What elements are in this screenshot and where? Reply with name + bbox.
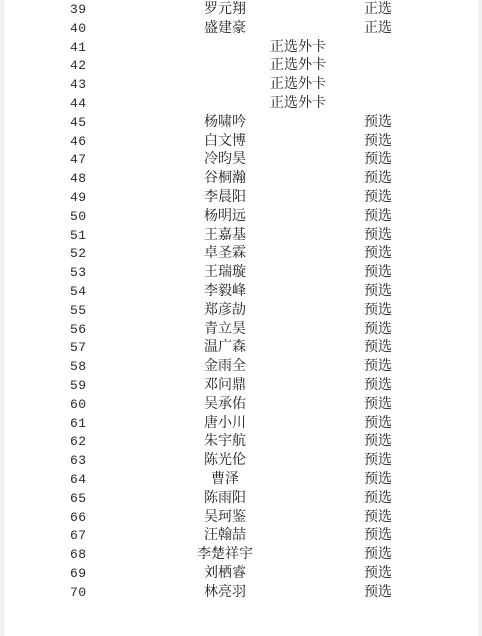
row-number: 60 [70, 396, 87, 412]
row-number: 57 [70, 340, 87, 356]
list-item [4, 377, 478, 396]
list-item [4, 321, 478, 340]
player-name: 卓圣霖 [204, 246, 246, 262]
selection-status: 正选 [364, 20, 392, 36]
player-name: 李毅峰 [204, 284, 246, 299]
row-number: 63 [70, 453, 87, 469]
selection-status: 预选 [364, 152, 392, 168]
player-name: 盛建豪 [204, 20, 246, 36]
list-item [4, 20, 478, 39]
row-number: 68 [70, 547, 87, 563]
selection-status: 预选 [364, 114, 392, 130]
list-item [4, 95, 478, 114]
row-number: 46 [70, 133, 87, 149]
player-name: 唐小川 [204, 415, 246, 431]
row-number: 45 [70, 114, 87, 130]
list-item [4, 76, 478, 95]
selection-status: 预选 [364, 321, 392, 337]
player-name: 王嘉基 [204, 227, 246, 243]
list-item [4, 527, 478, 546]
player-name: 李楚祥宇 [197, 547, 253, 563]
row-number: 48 [70, 171, 87, 187]
row-number: 55 [70, 302, 87, 318]
list-item [4, 189, 478, 208]
selection-status: 预选 [364, 528, 392, 544]
row-number: 54 [70, 284, 87, 299]
list-item [4, 302, 478, 321]
row-number: 64 [70, 472, 87, 487]
selection-status: 预选 [364, 584, 392, 600]
list-item [4, 509, 478, 528]
selection-status: 预选 [364, 490, 392, 506]
list-item [4, 546, 478, 565]
row-number: 43 [70, 77, 87, 93]
list-item [4, 39, 478, 58]
wildcard-label: 正选外卡 [270, 96, 326, 111]
row-number: 42 [70, 58, 87, 74]
selection-status: 预选 [364, 133, 392, 149]
selection-status: 预选 [364, 359, 392, 375]
player-name: 杨明远 [204, 208, 246, 224]
row-number: 50 [70, 208, 87, 224]
row-number: 49 [70, 190, 87, 205]
list-item [4, 283, 478, 302]
list-item [4, 471, 478, 490]
player-name: 朱宇航 [204, 434, 246, 450]
selection-status: 预选 [364, 396, 392, 412]
list-item [4, 415, 478, 434]
selection-status: 预选 [364, 265, 392, 281]
player-name: 杨啸吟 [204, 114, 246, 130]
selection-status: 预选 [364, 509, 392, 525]
player-name: 陈光伦 [204, 453, 246, 469]
list-item [4, 151, 478, 170]
row-number: 47 [70, 152, 87, 168]
row-number: 70 [70, 584, 87, 600]
player-name: 汪翰喆 [204, 528, 246, 544]
row-number: 41 [70, 39, 87, 55]
wildcard-label: 正选外卡 [270, 39, 326, 55]
player-name: 罗元翔 [204, 2, 246, 17]
row-number: 56 [70, 321, 87, 337]
row-number: 67 [70, 528, 87, 544]
player-name: 青立昊 [204, 321, 246, 337]
wildcard-label: 正选外卡 [270, 77, 326, 93]
selection-status: 预选 [364, 171, 392, 187]
list-item [4, 565, 478, 584]
selection-status: 正选 [364, 2, 392, 17]
list-item [4, 245, 478, 264]
row-number: 66 [70, 509, 87, 525]
list-item [4, 170, 478, 189]
row-number: 51 [70, 227, 87, 243]
row-number: 58 [70, 359, 87, 375]
player-name: 吴承佑 [204, 396, 246, 412]
wildcard-label: 正选外卡 [270, 58, 326, 74]
selection-status: 预选 [364, 472, 392, 487]
selection-status: 预选 [364, 190, 392, 205]
player-name: 林亮羽 [204, 584, 246, 600]
player-name: 曹泽 [211, 472, 239, 487]
row-number: 59 [70, 378, 87, 393]
list-item [4, 584, 478, 603]
list-item [4, 358, 478, 377]
list-item [4, 1, 478, 20]
selection-status: 预选 [364, 566, 392, 581]
list-item [4, 433, 478, 452]
list-item [4, 114, 478, 133]
player-name: 王瑞璇 [204, 265, 246, 281]
selection-status: 预选 [364, 208, 392, 224]
player-name: 白文博 [204, 133, 246, 149]
selection-status: 预选 [364, 246, 392, 262]
player-name: 金雨全 [204, 359, 246, 375]
list-item [4, 396, 478, 415]
row-number: 39 [70, 2, 87, 17]
selection-status: 预选 [364, 340, 392, 356]
list-item [4, 339, 478, 358]
selection-status: 预选 [364, 302, 392, 318]
player-name: 吴珂鉴 [204, 509, 246, 525]
selection-status: 预选 [364, 378, 392, 393]
document-page [4, 0, 478, 636]
player-name: 谷桐瀚 [204, 171, 246, 187]
list-item [4, 208, 478, 227]
player-name: 李晨阳 [204, 190, 246, 205]
row-number: 62 [70, 434, 87, 450]
selection-status: 预选 [364, 434, 392, 450]
player-name: 冷昀昊 [204, 152, 246, 168]
row-number: 69 [70, 566, 87, 581]
selection-status: 预选 [364, 284, 392, 299]
selection-status: 预选 [364, 547, 392, 563]
list-item [4, 452, 478, 471]
list-item [4, 57, 478, 76]
row-number: 61 [70, 415, 87, 431]
list-item [4, 133, 478, 152]
player-name: 邓问鼎 [204, 378, 246, 393]
list-item [4, 264, 478, 283]
selection-status: 预选 [364, 227, 392, 243]
player-name: 郑彦劼 [204, 302, 246, 318]
list-item [4, 227, 478, 246]
selection-status: 预选 [364, 415, 392, 431]
selection-status: 预选 [364, 453, 392, 469]
player-name: 陈雨阳 [204, 490, 246, 506]
row-number: 44 [70, 96, 87, 111]
list-item [4, 490, 478, 509]
row-number: 53 [70, 265, 87, 281]
player-name: 温广森 [204, 340, 246, 356]
row-number: 52 [70, 246, 87, 262]
row-number: 40 [70, 20, 87, 36]
row-number: 65 [70, 490, 87, 506]
player-name: 刘栖睿 [204, 566, 246, 581]
